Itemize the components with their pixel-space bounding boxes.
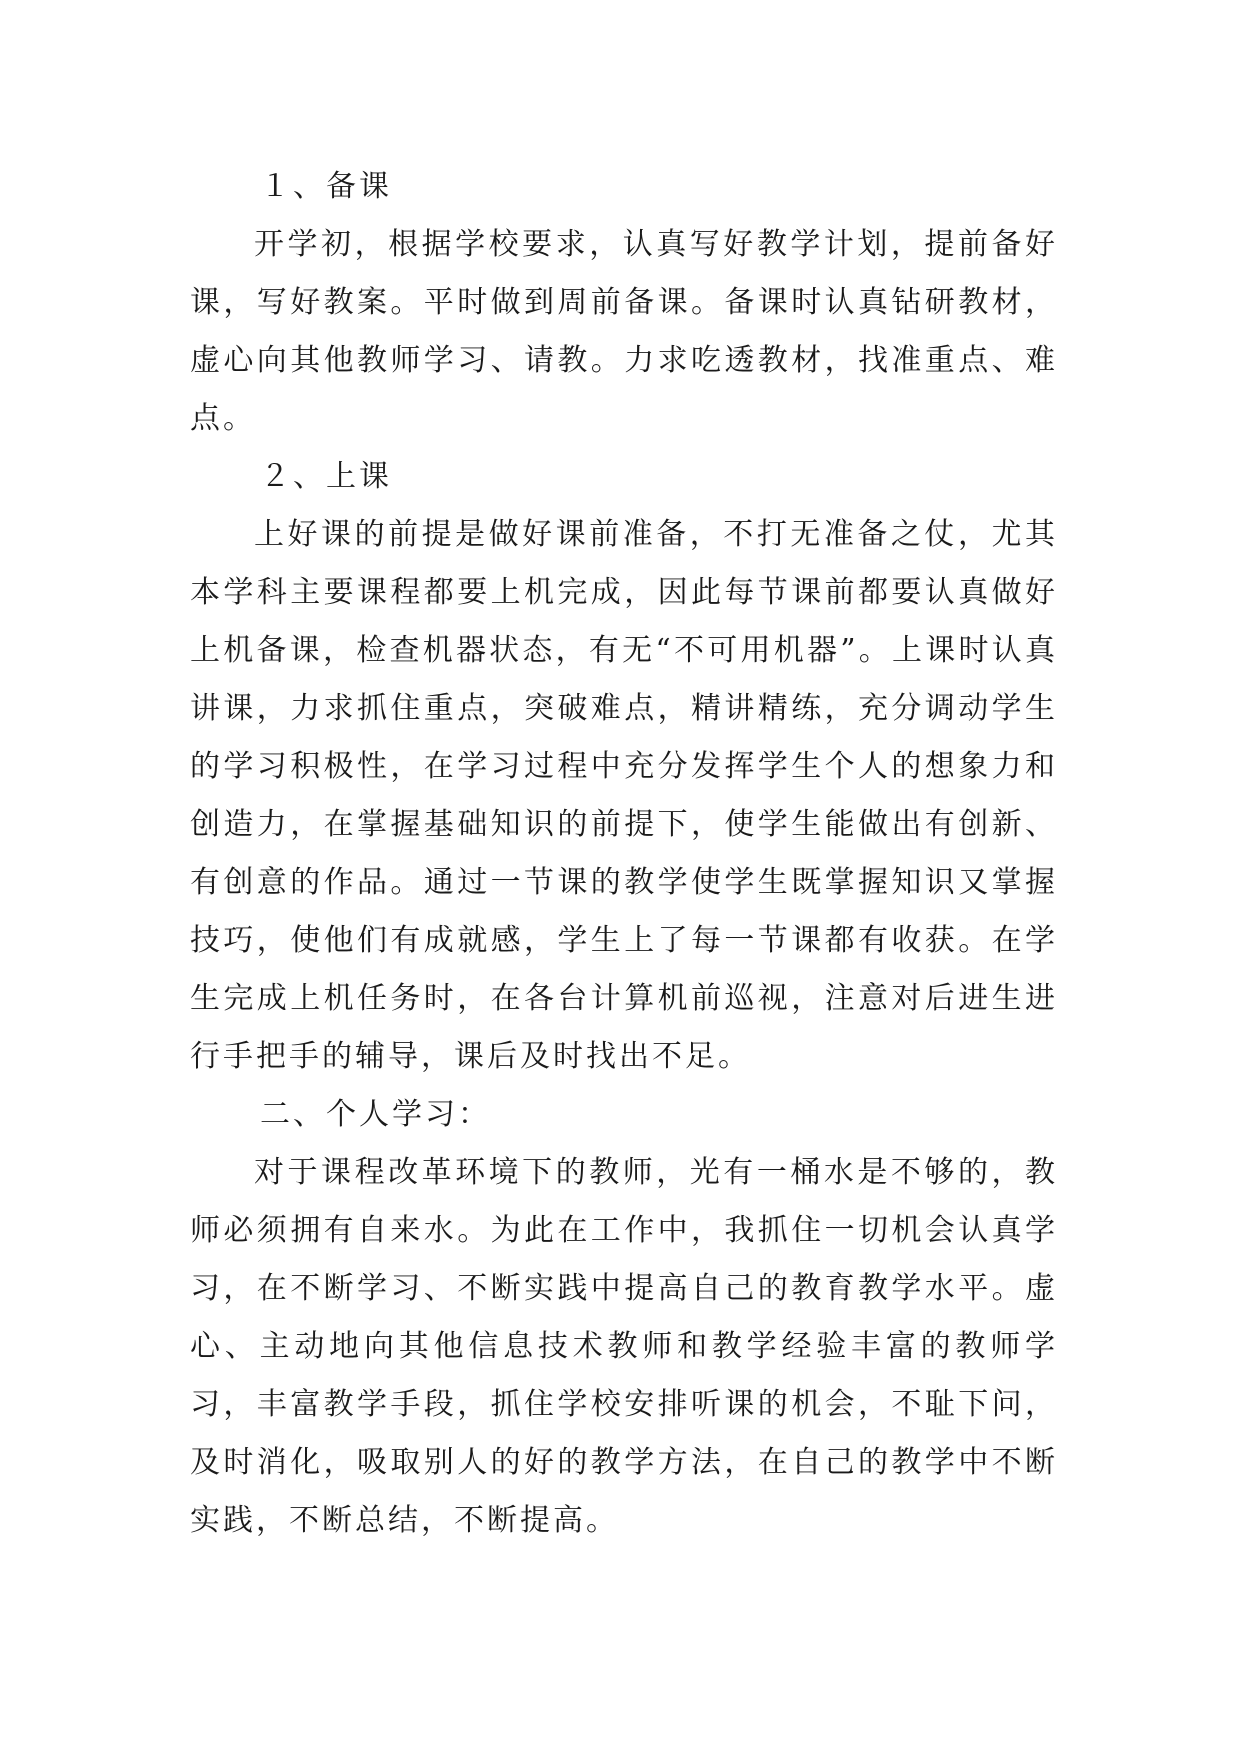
document-body <box>190 158 1058 1550</box>
section-heading-class: ２、上课 <box>260 459 392 494</box>
paragraph-prep: 开学初，根据学校要求，认真写好教学计划，提前备好课，写好教案。平时做到周前备课。备课时认真钻研教材，虚心向其他教师学习、请教。力求吃透教材，找准重点、难点。 <box>190 227 1058 436</box>
section-heading-study: 二、个人学习： <box>260 1097 491 1132</box>
paragraph-study: 对于课程改革环境下的教师，光有一桶水是不够的，教师必须拥有自来水。为此在工作中，我抓住一切机会认真学习，在不断学习、不断实践中提高自己的教育教学水平。虚心、主动地向其他信息技术教师和教学经验丰富的教师学习，丰富教学手段，抓住学校安排听课的机会，不耻下问，及时消化，吸取别人的好的教学方法，在自己的教学中不断实践，不断总结，不断提高。 <box>190 1155 1058 1538</box>
section-heading-prep: １、备课 <box>260 169 392 204</box>
paragraph-class: 上好课的前提是做好课前准备，不打无准备之仗，尤其本学科主要课程都要上机完成，因此每节课前都要认真做好上机备课，检查机器状态，有无“不可用机器”。上课时认真讲课，力求抓住重点，突破难点，精讲精练，充分调动学生的学习积极性，在学习过程中充分发挥学生个人的想象力和创造力，在掌握基础知识的前提下，使学生能做出有创新、有创意的作品。通过一节课的教学使学生既掌握知识又掌握技巧，使他们有成就感，学生上了每一节课都有收获。在学生完成上机任务时，在各台计算机前巡视，注意对后进生进行手把手的辅导，课后及时找出不足。 <box>190 517 1058 1074</box>
